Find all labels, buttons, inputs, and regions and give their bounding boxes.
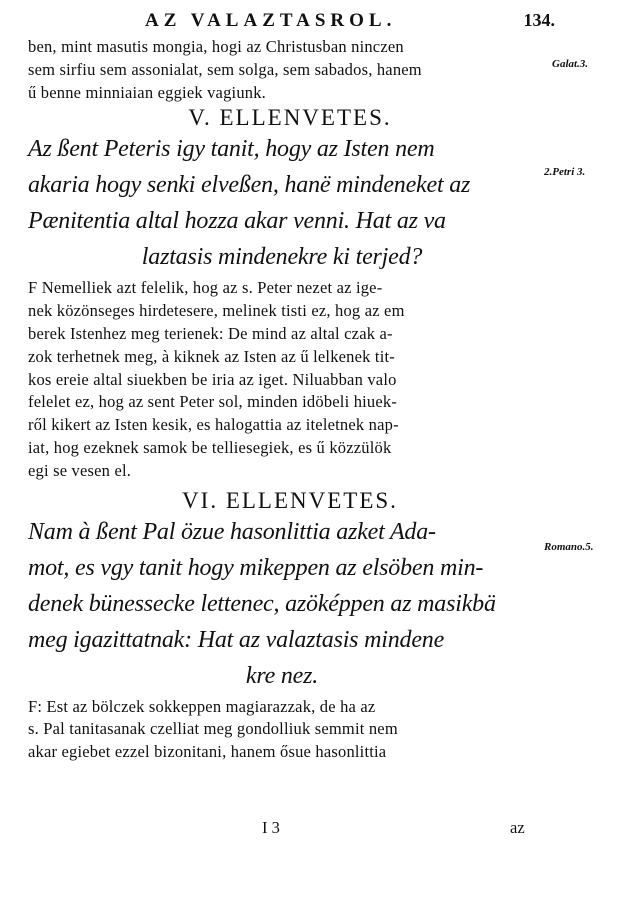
- text-line: nek közönseges hirdetesere, melinek tisti ez, hog az em: [28, 301, 405, 321]
- margin-note-romano: Romano.5.: [544, 541, 594, 553]
- text-line: F: Est az bölczek sokkeppen magiarazzak, de ha az: [28, 696, 376, 716]
- italic-line: akaria hogy senki elveßen, hanë mindeneket az: [28, 172, 471, 199]
- text-line: egi se vesen el.: [28, 460, 132, 480]
- heading-objection-5: V. ELLENVETES.: [188, 105, 392, 131]
- margin-note-petri: 2.Petri 3.: [544, 166, 586, 178]
- catchword: az: [510, 818, 525, 837]
- text-line: berek Istenhez meg terienek: De mind az altal czak a-: [28, 323, 393, 343]
- paragraph-intro: [28, 36, 536, 104]
- page-body: [28, 36, 536, 764]
- answer-5-text: [28, 277, 536, 482]
- text-line: ről kikert az Isten kesik, es halogattia az iteletnek nap-: [28, 415, 399, 435]
- italic-line: Pænitentia altal hozza akar venni. Hat az va: [28, 208, 446, 235]
- italic-line: denek bünessecke lettenec, azöképpen az masikbä: [28, 590, 496, 617]
- margin-note-galat: Galat.3.: [552, 58, 589, 70]
- text-line: s. Pal tanitasanak czelliat meg gondolliuk semmit nem: [28, 719, 398, 739]
- objection-6-text: [28, 514, 536, 694]
- page-number: 134.: [523, 10, 555, 30]
- italic-line: meg igazittatnak: Hat az valaztasis mindene: [28, 626, 445, 653]
- text-line: ű benne minniaian eggiek vagiunk.: [28, 82, 266, 102]
- text-line: sem sirfiu sem assonialat, sem solga, sem sabados, hanem: [28, 59, 422, 79]
- italic-line: mot, es vgy tanit hogy mikeppen az elsöben min-: [28, 554, 484, 581]
- italic-line: Az ßent Peteris igy tanit, hogy az Isten nem: [28, 136, 435, 163]
- text-line: felelet ez, hog az sent Peter sol, minden idöbeli hiuek-: [28, 392, 398, 412]
- objection-5-text: [28, 131, 536, 275]
- running-title: AZ VALAZTASROL.: [145, 10, 397, 31]
- answer-6-text: [28, 696, 536, 764]
- text-line: zok terhetnek meg, à kiknek az Isten az ű lelkenek tit-: [28, 346, 395, 366]
- heading-objection-6: VI. ELLENVETES.: [182, 487, 398, 513]
- text-line: iat, hog ezeknek samok be telliesegiek, es ű közzülök: [28, 437, 392, 457]
- text-line: akar egiebet ezzel bizonitani, hanem ősue hasonlittia: [28, 742, 387, 762]
- italic-line: laztasis mindenekre ki terjed?: [141, 244, 423, 271]
- text-line: kos ereie altal siuekben be iria az iget. Niluabban valo: [28, 369, 397, 389]
- italic-line: Nam à ßent Pal özue hasonlittia azket Ada-: [28, 518, 436, 545]
- signature-mark: I 3: [262, 818, 280, 837]
- text-line: F Nemelliek azt felelik, hog az s. Peter nezet az ige-: [28, 278, 383, 298]
- text-line: ben, mint masutis mongia, hogi az Christusban ninczen: [28, 37, 404, 56]
- italic-line: kre nez.: [245, 662, 319, 689]
